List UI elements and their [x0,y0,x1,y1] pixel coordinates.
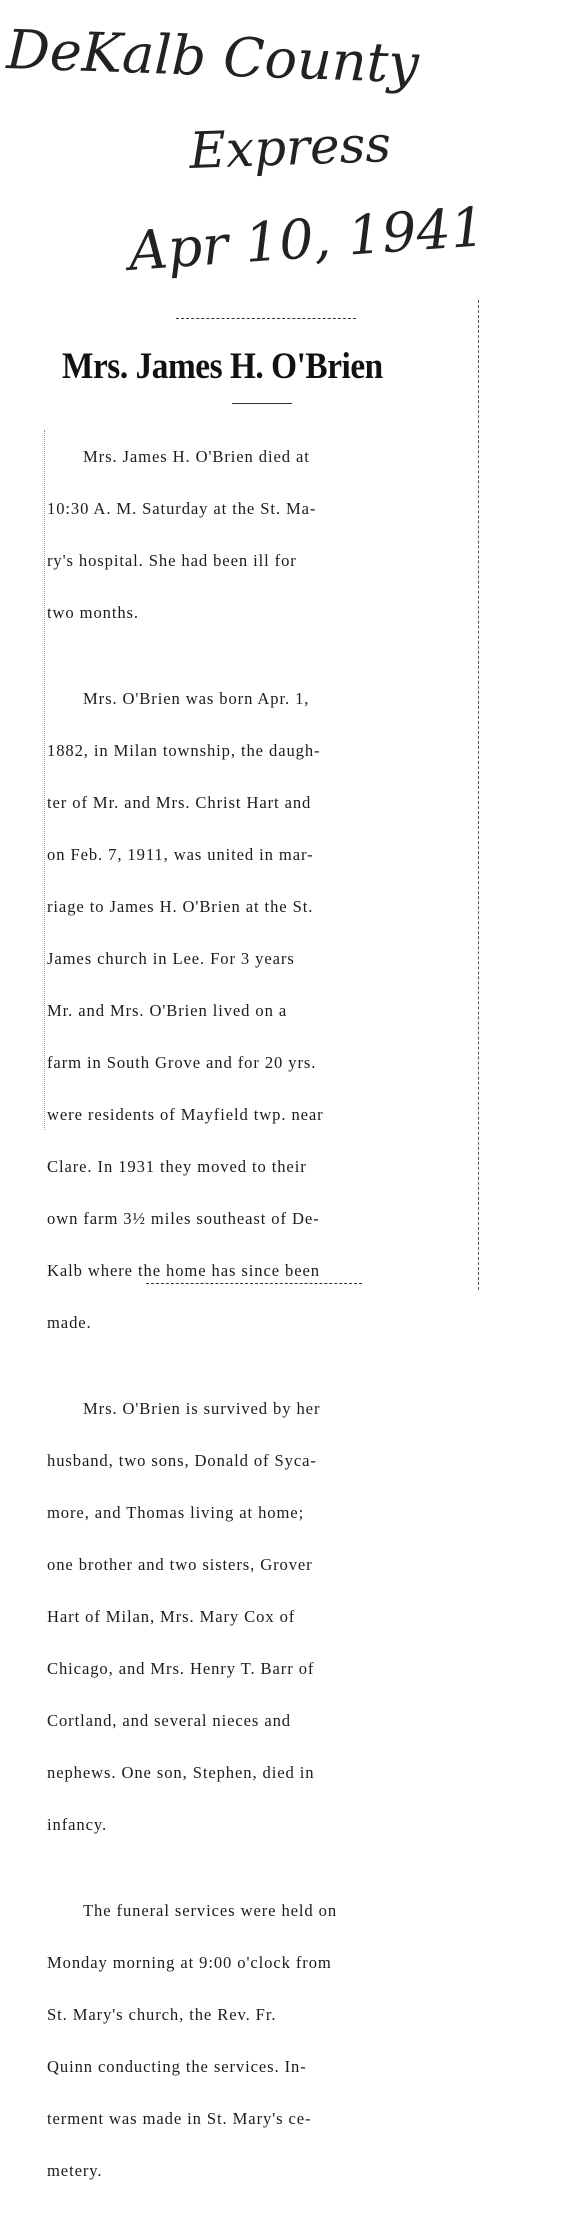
obituary-article [47,418,463,2218]
clipping-left-edge [44,430,45,1130]
article-paragraph [47,418,463,652]
article-line: Mrs. O'Brien was born Apr. 1, [83,689,310,708]
article-line: own farm 3½ miles southeast of De- [47,1209,320,1228]
article-line: ter of Mr. and Mrs. Christ Hart and [47,793,312,812]
article-line: The funeral services were held on [83,1901,338,1920]
article-line: made. [47,1313,92,1332]
article-line: farm in South Grove and for 20 yrs. [47,1053,317,1072]
article-line: nephews. One son, Stephen, died in [47,1763,315,1782]
article-line: Chicago, and Mrs. Henry T. Barr of [47,1659,315,1678]
handwritten-source-paper: Express [188,114,392,180]
article-line: more, and Thomas living at home; [47,1503,305,1522]
article-line: metery. [47,2161,103,2180]
article-line: Mr. and Mrs. O'Brien lived on a [47,1001,288,1020]
article-line: were residents of Mayfield twp. near [47,1105,324,1124]
top-divider [176,318,356,319]
article-line: one brother and two sisters, Grover [47,1555,313,1574]
article-line: 10:30 A. M. Saturday at the St. Ma- [47,499,317,518]
article-line: 1882, in Milan township, the daugh- [47,741,321,760]
article-line: Hart of Milan, Mrs. Mary Cox of [47,1607,296,1626]
article-line: Kalb where the home has since been [47,1261,320,1280]
article-line: Quinn conducting the services. In- [47,2057,307,2076]
article-line: Mrs. James H. O'Brien died at [83,447,310,466]
article-line: two months. [47,603,139,622]
article-line: riage to James H. O'Brien at the St. [47,897,314,916]
article-line: James church in Lee. For 3 years [47,949,295,968]
article-line: Monday morning at 9:00 o'clock from [47,1953,332,1972]
article-line: St. Mary's church, the Rev. Fr. [47,2005,277,2024]
article-line: Clare. In 1931 they moved to their [47,1157,307,1176]
article-line: infancy. [47,1815,108,1834]
handwritten-note [0,0,564,300]
article-paragraph [47,660,463,1362]
headline-divider [232,403,292,404]
article-line: Mrs. O'Brien is survived by her [83,1399,321,1418]
article-paragraph [47,1370,463,1864]
article-line: ry's hospital. She had been ill for [47,551,297,570]
clipping-right-edge [478,300,479,1290]
article-line: husband, two sons, Donald of Syca- [47,1451,317,1470]
article-line: Cortland, and several nieces and [47,1711,291,1730]
article-line: terment was made in St. Mary's ce- [47,2109,312,2128]
article-line: on Feb. 7, 1911, was united in mar- [47,845,314,864]
bottom-divider [146,1283,362,1284]
handwritten-date: Apr 10, 1941 [126,195,488,283]
handwritten-source-name: DeKalb County [5,18,420,96]
article-paragraph [47,1872,463,2210]
obituary-headline: Mrs. James H. O'Brien [62,346,383,387]
